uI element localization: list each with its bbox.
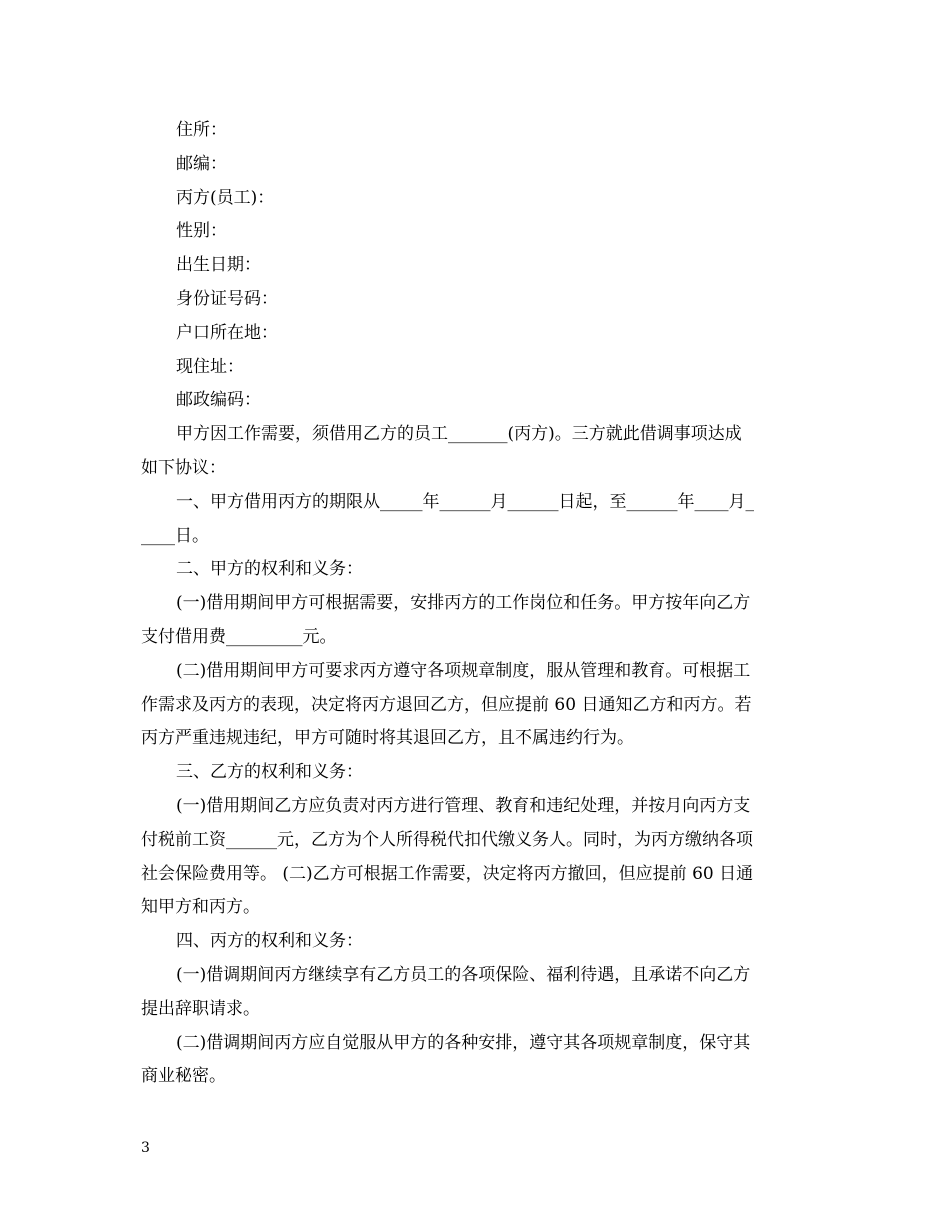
text-line: (二)借调期间丙方应自觉服从甲方的各种安排，遵守其各项规章制度，保守其: [176, 1032, 751, 1053]
section-heading: 三、乙方的权利和义务：: [176, 762, 363, 783]
text-line: 身份证号码：: [176, 288, 278, 309]
text-line: 性别：: [176, 221, 227, 242]
text-line: 社会保险费用等。 (二)乙方可根据工作需要，决定将丙方撤回，但应提前 60 日通: [141, 863, 754, 884]
section-heading: 二、甲方的权利和义务：: [176, 559, 363, 580]
text-line: 丙方(员工)：: [176, 187, 275, 208]
document-body: [141, 114, 813, 1094]
text-line: 户口所在地：: [176, 322, 278, 343]
text-line: 一、甲方借用丙方的期限从_____年______月______日起，至______年____月_: [176, 491, 754, 512]
text-line: ____日。: [141, 525, 209, 546]
text-line: 作需求及丙方的表现，决定将丙方退回乙方，但应提前 60 日通知乙方和丙方。若: [141, 694, 752, 715]
text-line: 提出辞职请求。: [141, 998, 260, 1019]
text-line: 如下协议：: [141, 457, 226, 478]
text-line: 甲方因工作需要，须借用乙方的员工_______(丙方)。三方就此借调事项达成: [176, 424, 742, 445]
text-line: (一)借调期间丙方继续享有乙方员工的各项保险、福利待遇，且承诺不向乙方: [176, 964, 751, 985]
text-line: 商业秘密。: [141, 1066, 226, 1087]
text-line: 出生日期：: [176, 255, 261, 276]
text-line: 住所：: [176, 120, 227, 140]
section-heading: 四、丙方的权利和义务：: [176, 931, 363, 952]
text-line: 邮编：: [176, 153, 227, 174]
text-line: 现住址：: [176, 356, 244, 377]
text-line: 知甲方和丙方。: [141, 897, 260, 918]
text-line: 支付借用费_________元。: [141, 626, 337, 647]
text-line: 邮政编码：: [176, 390, 261, 411]
text-line: (一)借用期间乙方应负责对丙方进行管理、教育和违纪处理，并按月向丙方支: [176, 795, 751, 816]
page-number: 3: [141, 1140, 150, 1156]
text-line: (一)借用期间甲方可根据需要，安排丙方的工作岗位和任务。甲方按年向乙方: [176, 593, 751, 614]
text-line: 付税前工资______元，乙方为个人所得税代扣代缴义务人。同时，为丙方缴纳各项: [141, 829, 753, 850]
text-line: (二)借用期间甲方可要求丙方遵守各项规章制度，服从管理和教育。可根据工: [176, 660, 751, 681]
text-line: 丙方严重违规违纪，甲方可随时将其退回乙方，且不属违约行为。: [141, 728, 634, 749]
